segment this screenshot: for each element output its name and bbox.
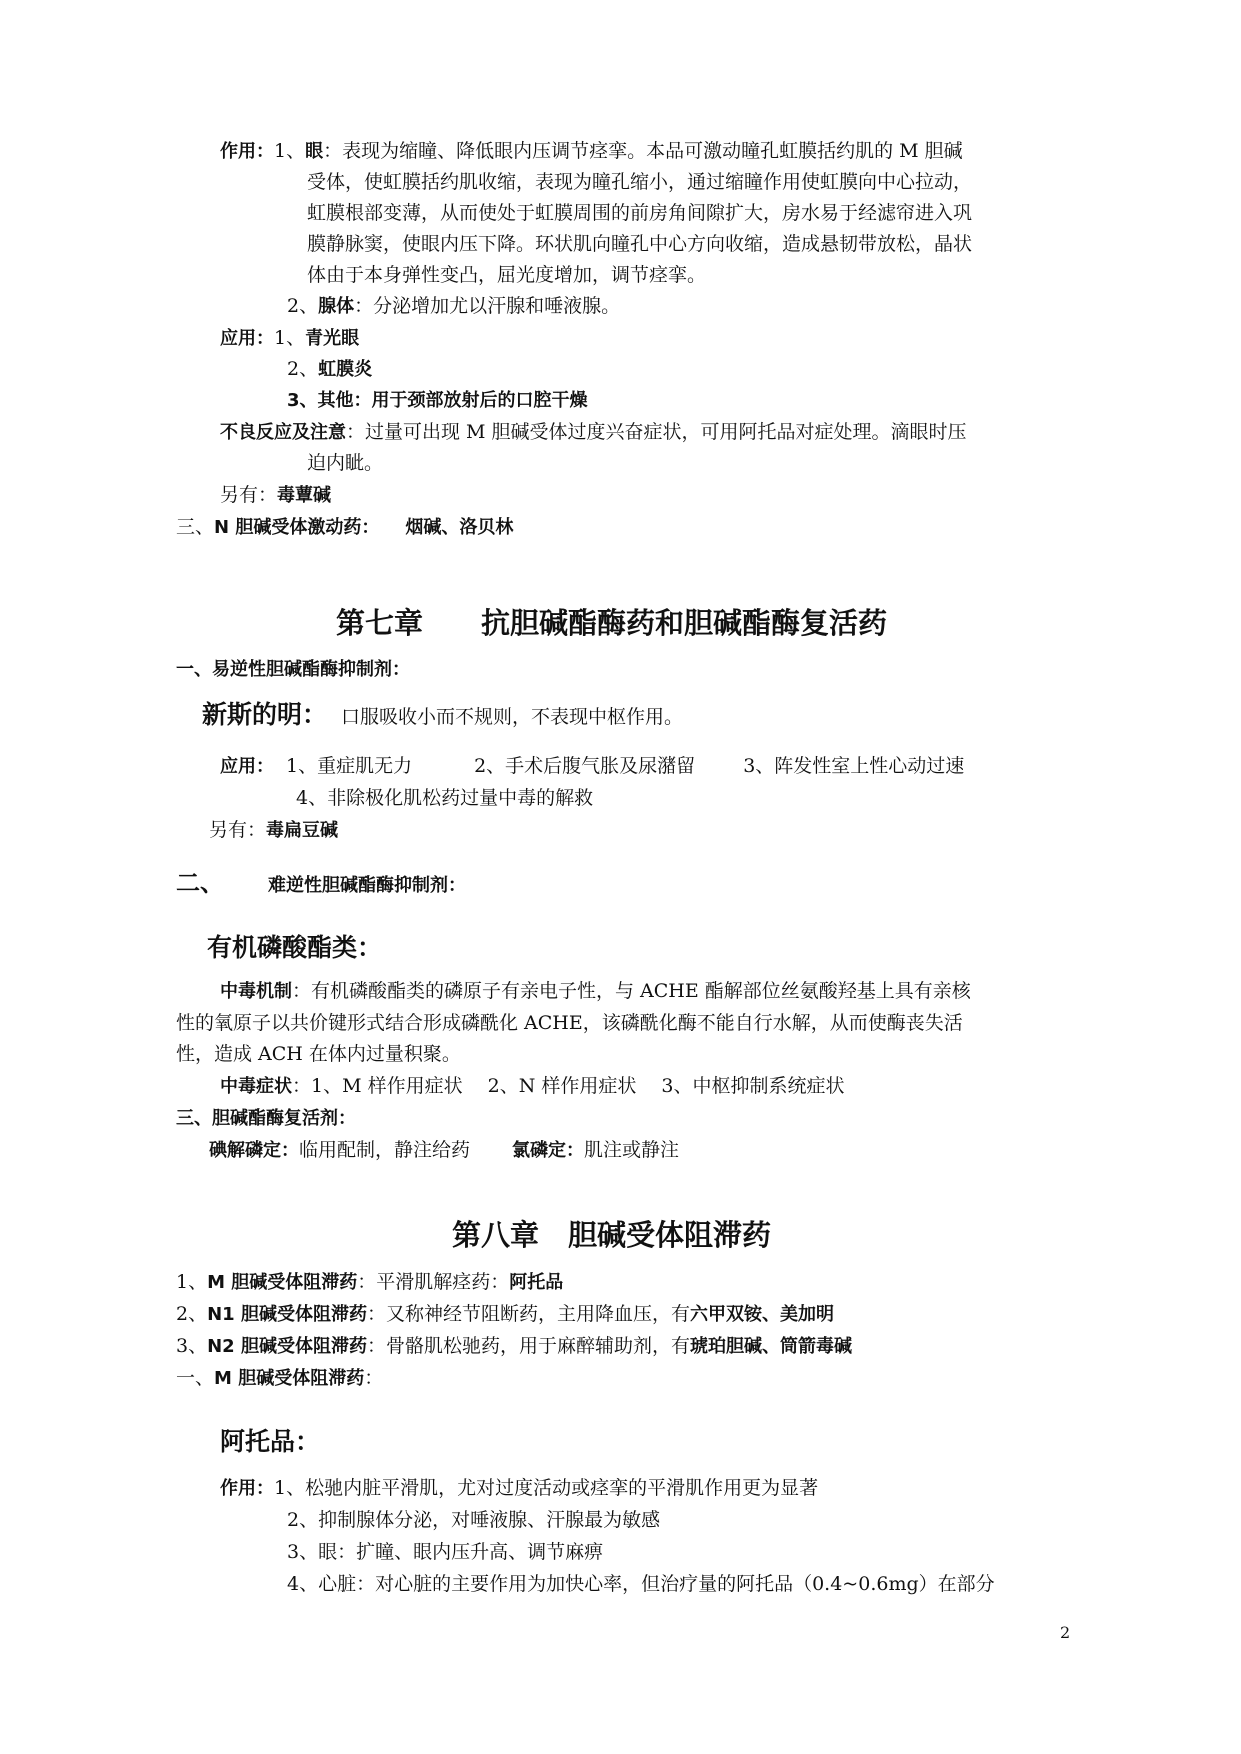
action-line-2: 受体，使虹膜括约肌收缩，表现为瞳孔缩小，通过缩瞳作用使虹膜向中心拉动，	[307, 171, 973, 193]
application-line-3: 3、其他：用于颈部放射后的口腔干燥	[287, 390, 588, 411]
neostigmine-app-line-2: 4、非除极化肌松药过量中毒的解救	[296, 787, 594, 809]
mechanism-line-3: 性，造成 ACH 在体内过量积聚。	[176, 1043, 461, 1065]
atropine-action-line-1: 作用：1、松驰内脏平滑肌，尤对过度活动或痉挛的平滑肌作用更为显著	[220, 1477, 819, 1499]
reactivator-line: 碘解磷定：临用配制，静注给药 氯磷定：肌注或静注	[209, 1139, 680, 1161]
atropine-action-line-3: 3、眼：扩瞳、眼内压升高、调节麻痹	[287, 1541, 604, 1563]
ch8-line-3: 3、N2 胆碱受体阻滞药：骨骼肌松驰药，用于麻醉辅助剂，有琥珀胆碱、筒箭毒碱	[176, 1335, 852, 1357]
symptom-line: 中毒症状：1、M 样作用症状 2、N 样作用症状 3、中枢抑制系统症状	[220, 1075, 845, 1097]
chapter-7-title: 第七章 抗胆碱酯酶药和胆碱酯酶复活药	[336, 606, 888, 640]
also-line-2: 另有：毒扁豆碱	[209, 819, 339, 841]
action-line-3: 虹膜根部变薄，从而使处于虹膜周围的前房角间隙扩大，房水易于经滤帘进入巩	[307, 202, 973, 224]
application-line-2: 2、虹膜炎	[287, 358, 373, 380]
atropine-heading: 阿托品：	[220, 1427, 321, 1456]
mechanism-line-2: 性的氧原子以共价键形式结合形成磷酰化 ACHE，该磷酰化酶不能自行水解，从而使酶丧失活	[176, 1012, 963, 1034]
application-line-1: 应用：1、青光眼	[220, 327, 360, 349]
section-1-heading: 一、易逆性胆碱酯酶抑制剂：	[176, 659, 410, 680]
action-line-1: 作用：1、眼：表现为缩瞳、降低眼内压调节痉挛。本品可激动瞳孔虹膜括约肌的 M 胆碱	[220, 140, 963, 162]
chapter-8-title: 第八章 胆碱受体阻滞药	[452, 1218, 772, 1252]
section-2-heading: 二、 难逆性胆碱酯酶抑制剂：	[176, 869, 466, 897]
adverse-line-1: 不良反应及注意：过量可出现 M 胆碱受体过度兴奋症状，可用阿托品对症处理。滴眼时压	[220, 421, 967, 443]
also-line: 另有：毒蕈碱	[220, 484, 332, 506]
neostigmine-line: 新斯的明： 口服吸收小而不规则，不表现中枢作用。	[202, 700, 684, 729]
atropine-action-line-2: 2、抑制腺体分泌，对唾液腺、汗腺最为敏感	[287, 1509, 661, 1531]
page-number: 2	[1060, 1623, 1071, 1642]
organophosphate-heading: 有机磷酸酯类：	[207, 933, 383, 962]
mechanism-line-1: 中毒机制：有机磷酸酯类的磷原子有亲电子性，与 ACHE 酯解部位丝氨酸羟基上具有亲核	[220, 980, 971, 1002]
action-line-4: 膜静脉窦，使眼内压下降。环状肌向瞳孔中心方向收缩，造成悬韧带放松，晶状	[307, 233, 973, 255]
n-agonist-line: 三、N 胆碱受体激动药： 烟碱、洛贝林	[176, 516, 514, 538]
adverse-line-2: 迫内眦。	[307, 452, 384, 474]
ch8-section-1-heading: 一、M 胆碱受体阻滞药：	[176, 1367, 384, 1389]
action-line-5: 体由于本身弹性变凸，屈光度增加，调节痉挛。	[307, 264, 707, 286]
action-line-6: 2、腺体：分泌增加尤以汗腺和唾液腺。	[287, 295, 621, 317]
section-3-heading: 三、胆碱酯酶复活剂：	[176, 1108, 356, 1129]
atropine-action-line-4: 4、心脏：对心脏的主要作用为加快心率，但治疗量的阿托品（0.4~0.6mg）在部分	[287, 1573, 995, 1595]
ch8-line-1: 1、M 胆碱受体阻滞药：平滑肌解痉药：阿托品	[176, 1271, 564, 1293]
ch8-line-2: 2、N1 胆碱受体阻滞药：又称神经节阻断药，主用降血压，有六甲双铵、美加明	[176, 1303, 834, 1325]
neostigmine-app-line-1: 应用： 1、重症肌无力 2、手术后腹气胀及尿潴留 3、阵发性室上性心动过速	[220, 755, 965, 777]
